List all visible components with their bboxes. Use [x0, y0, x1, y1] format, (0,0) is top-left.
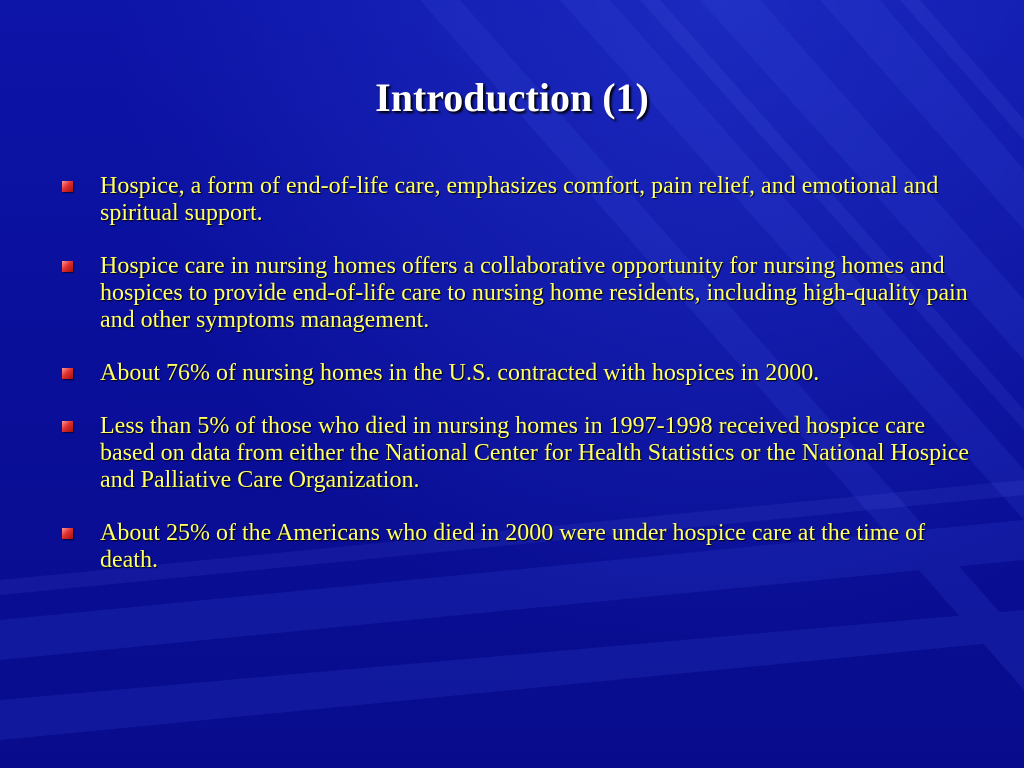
- bullet-text: About 25% of the Americans who died in 2000 were under hospice care at the time of death.: [100, 520, 926, 573]
- bullet-list: [60, 173, 970, 600]
- square-bullet-icon: [62, 181, 73, 192]
- bullet-item: [60, 360, 970, 387]
- bullet-item: [60, 173, 970, 227]
- bullet-text: Hospice care in nursing homes offers a collaborative opportunity for nursing homes and hospices to provide end-of-life care to nursing home residents, including high-quality pain and other symptoms management.: [100, 253, 968, 333]
- square-bullet-icon: [62, 421, 73, 432]
- square-bullet-icon: [62, 261, 73, 272]
- slide-title: Introduction (1): [375, 75, 649, 120]
- square-bullet-icon: [62, 528, 73, 539]
- square-bullet-icon: [62, 368, 73, 379]
- bullet-text: Hospice, a form of end-of-life care, emphasizes comfort, pain relief, and emotional and spiritual support.: [100, 173, 939, 226]
- bullet-text: About 76% of nursing homes in the U.S. contracted with hospices in 2000.: [100, 360, 820, 386]
- bullet-item: [60, 520, 970, 574]
- bullet-text: Less than 5% of those who died in nursing homes in 1997-1998 received hospice care based on data from either the National Center for Health Statistics or the National Hospice and Palliative Care Organization.: [100, 413, 970, 493]
- bullet-item: [60, 253, 970, 334]
- bullet-item: [60, 413, 970, 494]
